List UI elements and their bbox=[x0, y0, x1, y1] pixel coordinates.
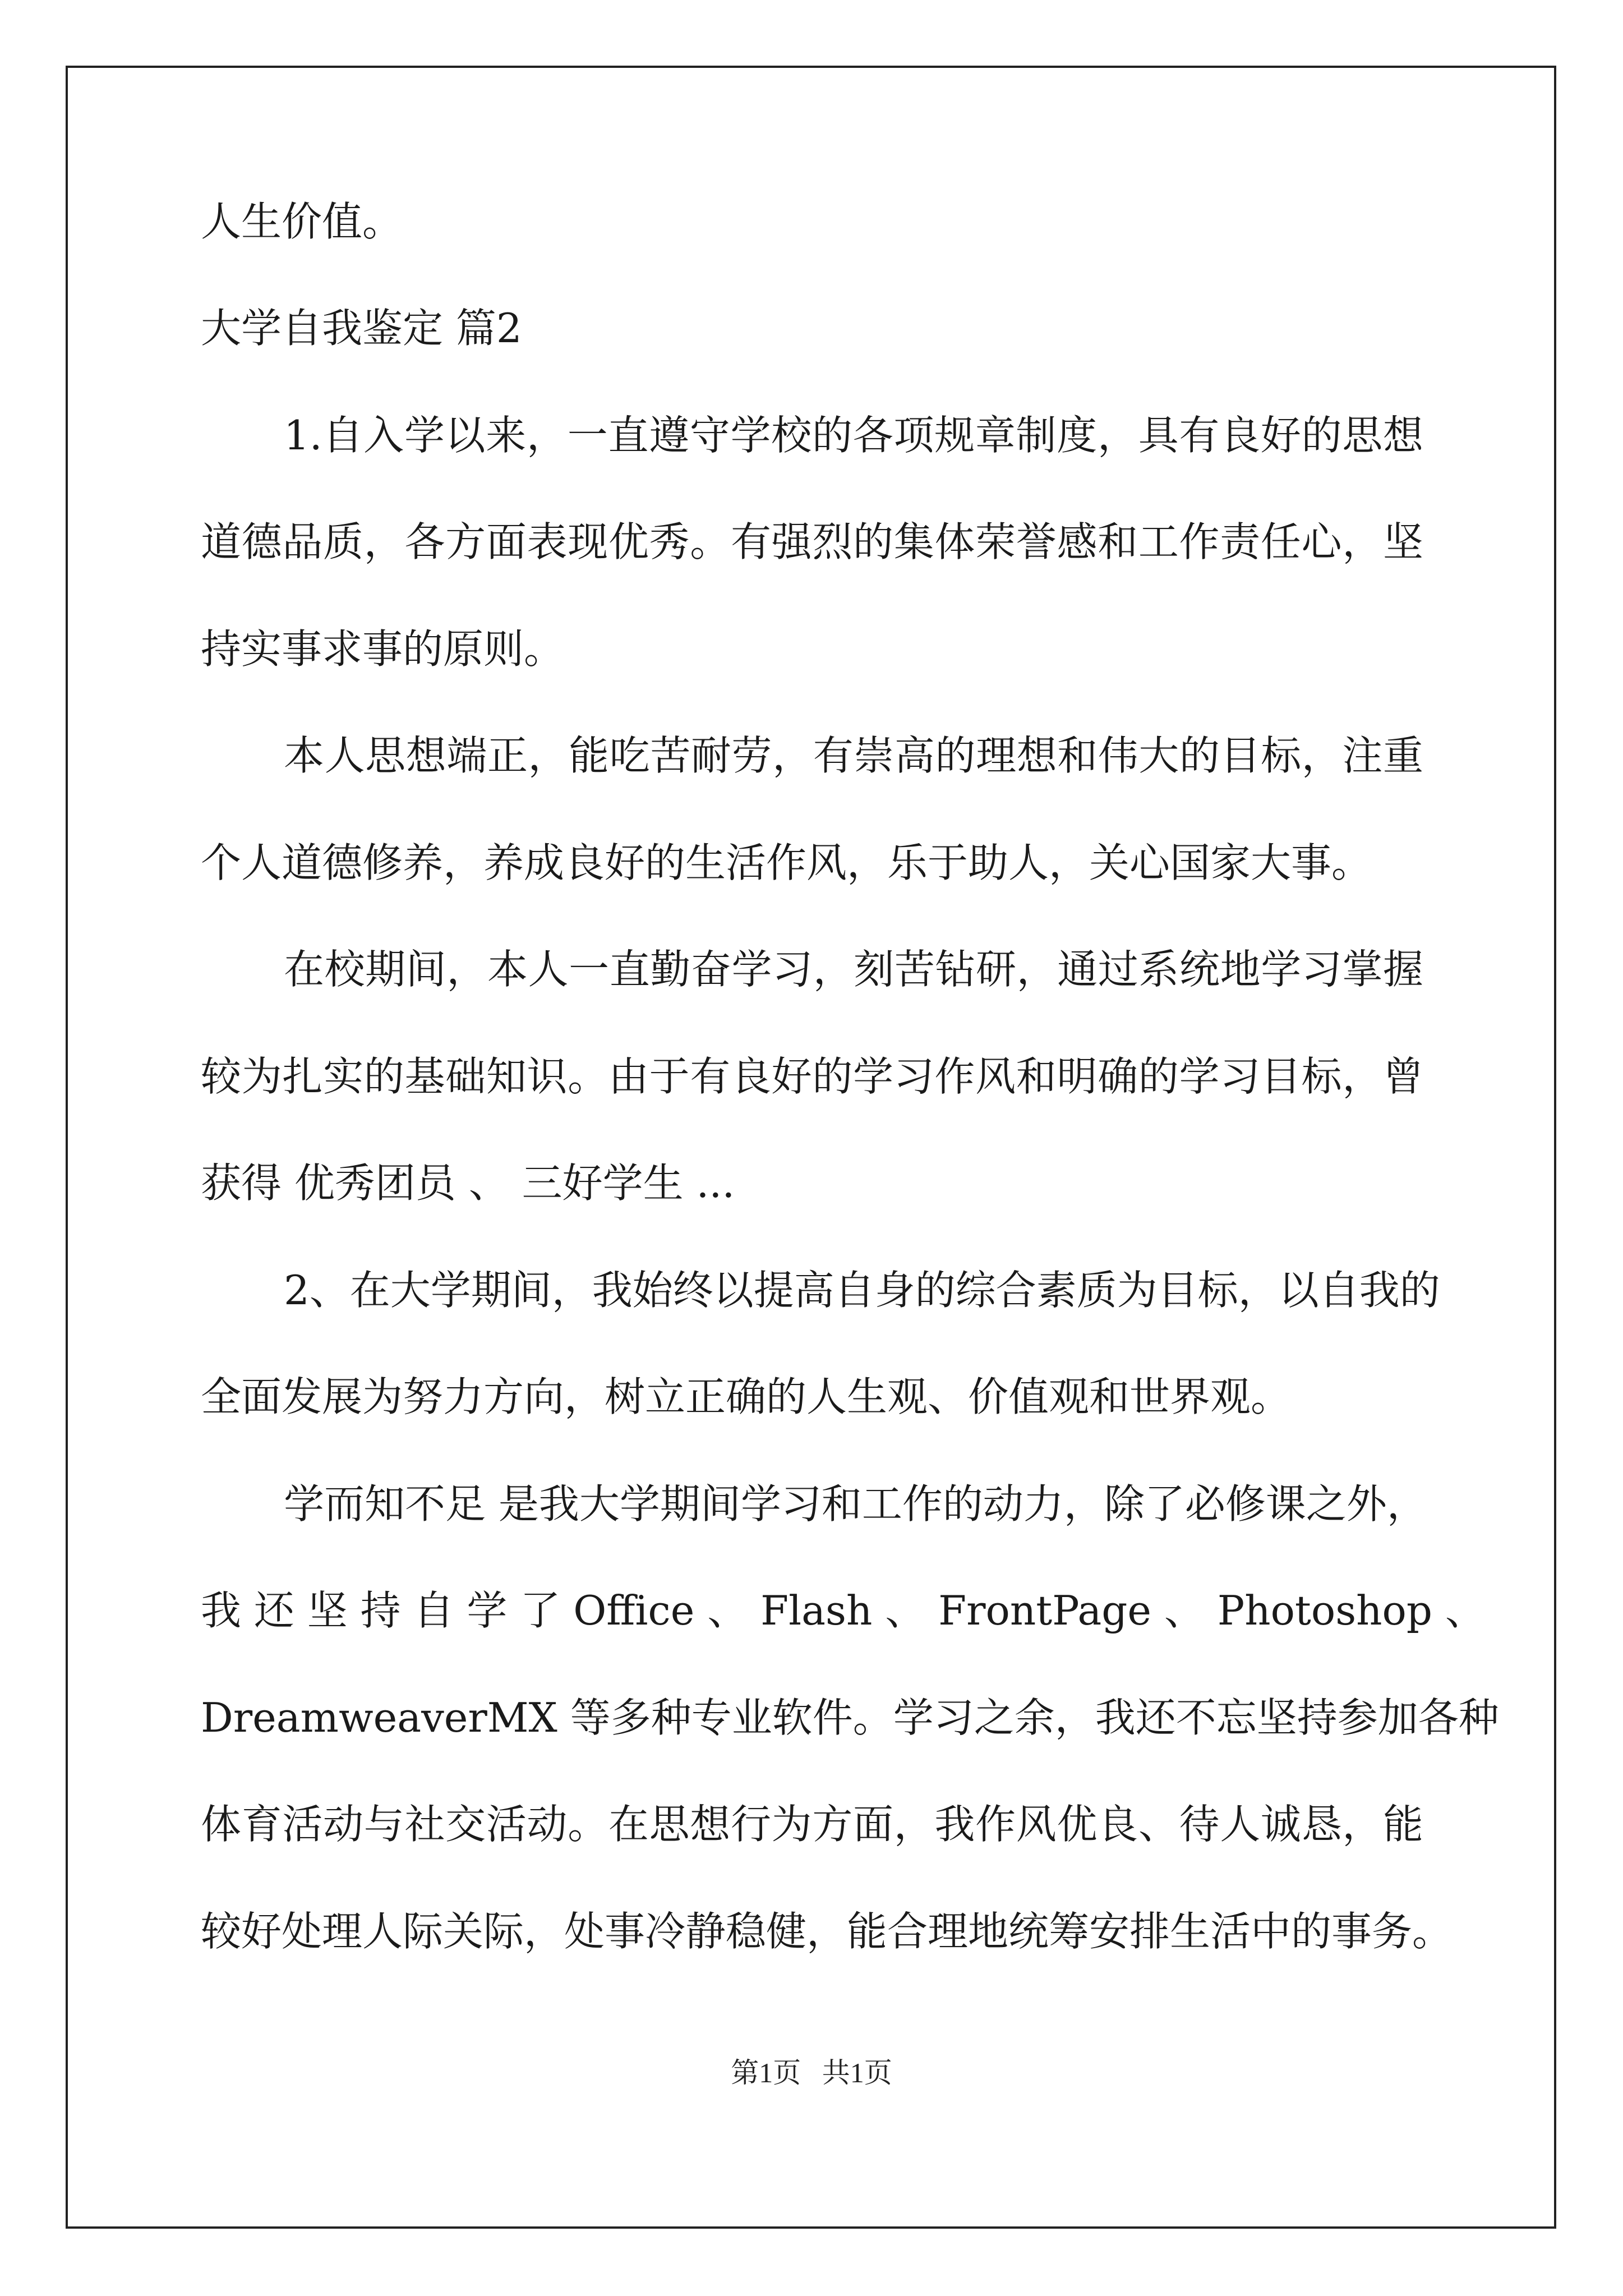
page-footer: 第1页 共1页 bbox=[731, 2057, 892, 2088]
text-line: DreamweaverMX 等多种专业软件。学习之余，我还不忘坚持参加各种 bbox=[201, 1694, 1499, 1741]
text-line: 2、在大学期间，我始终以提高自身的综合素质为目标，以自我的 bbox=[284, 1267, 1440, 1314]
text-line: 在校期间，本人一直勤奋学习，刻苦钻研，通过系统地学习掌握 bbox=[284, 946, 1423, 993]
text-line: 获得 优秀团员 、 三好学生 ... bbox=[201, 1159, 735, 1207]
text-line: 体育活动与社交活动。在思想行为方面，我作风优良、待人诚恳，能 bbox=[201, 1801, 1423, 1848]
text-line: 本人思想端正，能吃苦耐劳，有崇高的理想和伟大的目标，注重 bbox=[284, 732, 1423, 779]
text-line: 较好处理人际关际，处事冷静稳健，能合理地统筹安排生活中的事务。 bbox=[201, 1908, 1453, 1955]
text-line: 学而知不足 是我大学期间学习和工作的动力，除了必修课之外， bbox=[284, 1480, 1427, 1527]
text-line: 个人道德修养，养成良好的生活作风，乐于助人，关心国家大事。 bbox=[201, 839, 1372, 886]
text-line: 我 还 坚 持 自 学 了 Office 、 Flash 、 FrontPage 、 Photoshop 、 bbox=[201, 1587, 1486, 1634]
text-line: 较为扎实的基础知识。由于有良好的学习作风和明确的学习目标，曾 bbox=[201, 1053, 1423, 1100]
text-line: 人生价值。 bbox=[201, 198, 403, 245]
text-line: 持实事求事的原则。 bbox=[201, 625, 565, 673]
section-heading: 大学自我鉴定 篇2 bbox=[201, 305, 522, 352]
text-line: 道德品质，各方面表现优秀。有强烈的集体荣誉感和工作责任心，坚 bbox=[201, 518, 1423, 565]
text-line: 全面发展为努力方向，树立正确的人生观、价值观和世界观。 bbox=[201, 1373, 1292, 1420]
text-line: 1.自入学以来，一直遵守学校的各项规章制度，具有良好的思想 bbox=[284, 412, 1423, 459]
